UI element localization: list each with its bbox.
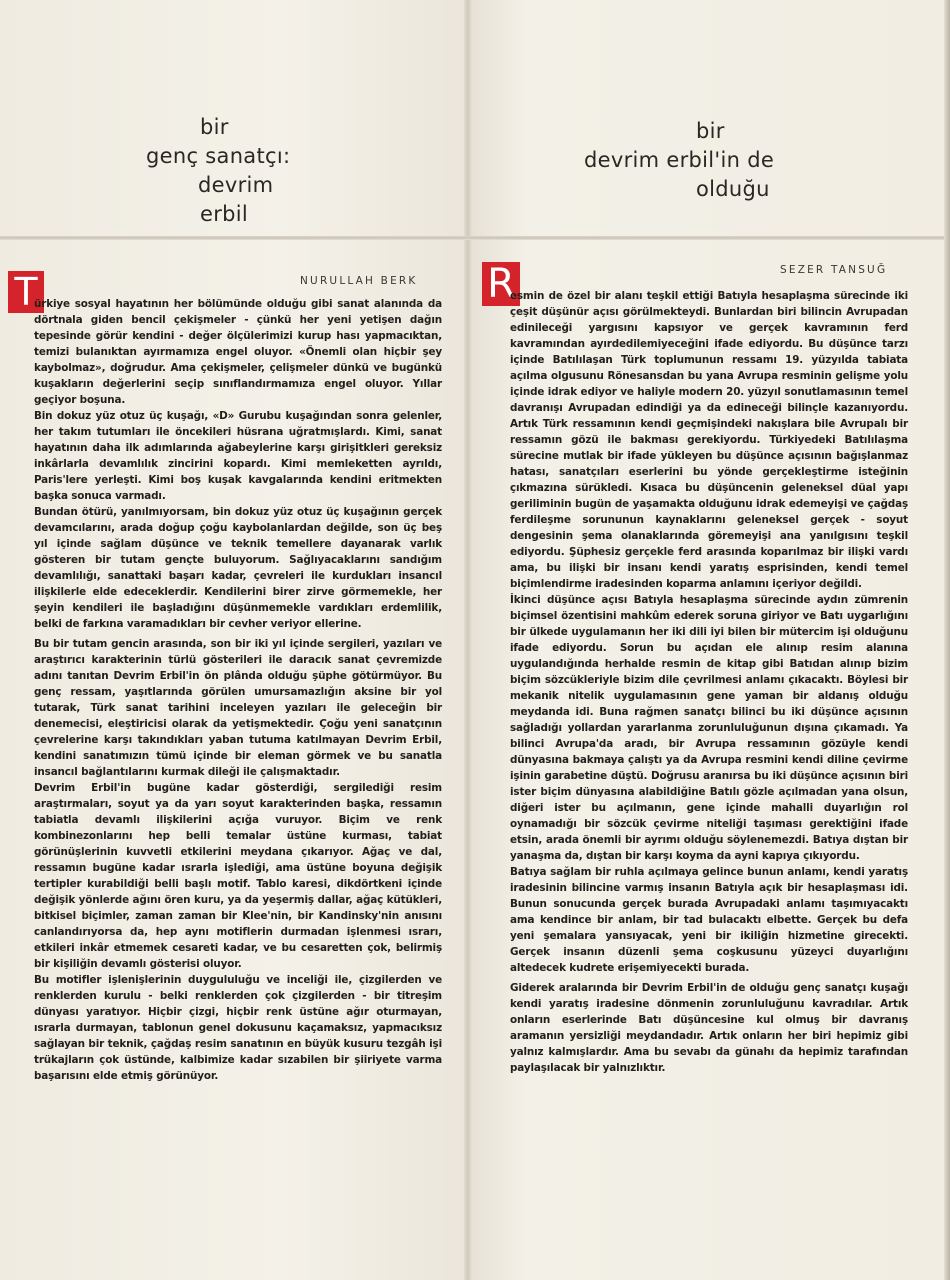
paragraph: Devrim Erbil'in bugüne kadar gösterdiği, sergilediği resim araştırmaları, soyut ya da yarı soyut karakterinden başka, ressamın tabiatla devamlı ilişkilerini açığa vuruyor. Biçim ve renk kombinezonlarını hep belli temalar üstüne kurması, tabiat görünüşlerinin kuvvetli etkilerini meydana çıkarıyor. Ağaç ve dal, ressamın bugüne kadar ısrarla işlediği, ama üstüne boyuna değişik tertipler kurabildiği belli başlı motif. Tablo karesi, dikdörtkeni içinde değişik yönlerde ağını ören kuru, ya da yeşermiş dallar, ağaç kütükleri, bitkisel biçimler, zaman zaman bir Klee'nin, bir Kandinsky'nin anısını canlandırıyorsa da, hep aynı motiflerin durmadan işlenmesi ısrarı, etkileri inkâr etmemek cesareti kadar, ve bu cesaretten çok, belirmiş bir kişiliğin devamlı gösterisi oluyor. — [34, 782, 442, 970]
right-article-title — [584, 117, 844, 204]
left-title-line: erbil — [200, 202, 249, 226]
right-article-body — [510, 288, 908, 1076]
right-article-author: SEZER TANSUĞ — [780, 264, 888, 276]
paragraph: Giderek aralarında bir Devrim Erbil'in de olduğu genç sanatçı kuşağı kendi yaratış iradesine dönmenin zorunluluğunu kavradılar. Artık onların eserlerinde Batı düşüncesine kul olmuş bir davranış aramanın yersizliği meydandadır. Artık onların her biri hepimiz gibi yalnız kalmışlardır. Ama bu sevabı da günahı da hepimiz tarafından paylaşılacak bir yalnızlıktır. — [510, 982, 908, 1074]
paragraph: Bu motifler işlenişlerinin duygululuğu ve inceliği ile, çizgilerden ve renklerden kurulu - belki renklerden çok çizgilerden - bir titreşim dünyası yaratıyor. Hiçbir çizgi, hiçbir renk üstüne ağır oturmayan, ısrarla durmayan, tablonun genel dokusunu kaçamaksız, yapmacıksız sağlayan bir teknik, çağdaş resim sanatının en büyük kusuru tezgâh işi trükajların çok üstünde, kalbimize kadar sızabilen bir şiiriyete varma başarısını elde etmiş görünüyor. — [34, 974, 442, 1082]
left-article-body — [34, 296, 442, 1084]
paragraph: esmin de özel bir alanı teşkil ettiği Batıyla hesaplaşma sürecinde iki çeşit düşünür açısı görülmekteydi. Bunlardan biri bilincin Avrupadan edinileceği yargısını kapsıyor ve gerçek kavramının ferd kavramından ayırdedilemiyeceğini ifade ediyordu. Bu düşünce tarzı içinde Batılılaşan Türk toplumunun ressamı 19. yüzyılda tabiata açılma olgusunu Rönesansdan bu yana Avrupa resminin gelişme yolu içinde idrak ediyor ve haliyle modern 20. yüzyıl sonutlamasının temel davranışı Avrupadan edindiği ya da edineceği bilinçle kazanıyordu. Artık Türk ressamının kendi geçmişindeki nakışlara bile Avrupalı bir ressamın gözü ile bakması gerekiyordu. Türkiyedeki Batılılaşma sürecine mutlak bir ifade yükleyen bu düşünce açısının bağışlanmaz hatası, sanatçıları eserlerini bu yönde gerçekleştirme isteğinin çıkmazına sürükledi. Kısaca bu düşüncenin geleneksel düal yapı geriliminin bugün de yaşamakta olduğunu idrak edemeyişi ve çağdaş ferdileşme sorununun kaynaklarını geleneksel gerçek - soyut dengesinin şema olanaklarında göremeyişi ana yanılgısını teşkil ediyordu. Şüphesiz gerçekle ferd arasında koparılmaz bir ilişki vardı ama, bu ilişki bir insanı kendi yaratış esprisinden, kendi temel biçimlendirme iradesinden koparma anlamını içeriyor değildi. — [510, 290, 908, 590]
right-drop-cap: R — [482, 262, 520, 306]
left-article-title — [146, 113, 366, 229]
left-drop-cap: T — [8, 271, 44, 313]
right-title-line: devrim erbil'in de — [584, 148, 775, 172]
left-title-line: bir — [200, 115, 229, 139]
page-gutter — [464, 0, 472, 1280]
paragraph: Batıya sağlam bir ruhla açılmaya gelince bunun anlamı, kendi yaratış iradesinin bilincine varmış insanın Batıyla açık bir hesaplaşması idi. Bunun sonucunda gerçek burada Avrupadaki anlamı taşımıyacaktı ama kendince bir anlam, bir tad bulacaktı elbette. Gerçek bu defa yeni şemalara yansıyacak, yeni bir ikiliğin hizmetine girecekti. Gerçek insanın düzenli şema coşkusunu yüzeyci duyarlığını altedecek kudrete erişemiyecekti burada. — [510, 866, 908, 974]
paragraph: Bu bir tutam gencin arasında, son bir iki yıl içinde sergileri, yazıları ve araştırıcı karakterinin türlü gösterileri ile daracık sanat çevremizde adını tanıtan Devrim Erbil'in ön plânda olduğu şüphe götürmüyor. Bu genç ressam, yaşıtlarında görülen umursamazlığın aksine bir yol tutarak, Türk sanat tarihini inceleyen yazıları ile geleceğin bir denemecisi, eleştiricisi olarak da yetişmektedir. Çoğu yeni sanatçının çevrelerine karşı takındıkları yaban tutuma katılmayan Devrim Erbil, kendini sanatımızın tümü içinde bir eleman görmek ve bu sanatla insancıl bağlantılarını kurmak dileği ile çalışmaktadır. — [34, 638, 442, 778]
right-title-line: olduğu — [696, 177, 770, 201]
paragraph: Bundan ötürü, yanılmıyorsam, bin dokuz yüz otuz üç kuşağının gerçek devamcılarını, arada doğup çoğu kaybolanlardan değilde, son üç beş yıl içinde sağlam düşünce ve teknik temellere dayanarak varlık gösteren bir tutam gençte buluyorum. Sağlıyacaklarını sandığım devamlılığı, sanattaki başarı kadar, çevreleri ile kurdukları insancıl ilişkilerle elde edeceklerdir. Kendilerini birer zirve görmemekle, her şeyin kendileri ile başladığını düşünmemekle vardıkları erdemlilik, belki de farkına varamadıkları bir cevher veriyor ellerine. — [34, 506, 442, 630]
left-title-line: genç sanatçı: — [146, 144, 291, 168]
page-edge — [944, 0, 950, 1280]
right-title-line: bir — [696, 119, 725, 143]
paper-fold-line — [0, 236, 950, 240]
paragraph: ürkiye sosyal hayatının her bölümünde olduğu gibi sanat alanında da dörtnala giden bencil çekişmeler - çünkü her yeni yetişen dağın tepesinde görür kendini - değer ölçülerimizi kurup hası yapmacıktan, temizi bulanıktan ayırmamıza engel oluyor. «Önemli olan hiçbir şey kaybolmaz», doğrudur. Ama çekişmeler, çelişmeler dünkü ve bugünkü kuşakların değerlerini seçip sınıflandırmamıza engel oluyor. Yıllar geçiyor boşuna. — [34, 298, 442, 406]
paragraph: Bin dokuz yüz otuz üç kuşağı, «D» Gurubu kuşağından sonra gelenler, her takım tutumları ile öncekileri hüsrana uğratmışlardı. Kimi, sanat hayatının daha ilk adımlarında ağabeylerine karşı girişitkleri gereksiz inkârlarla devamlılık zincirini kopardı. Kimi memleketten ayrıldı, Paris'lere yerleşti. Kimi boş kuşak kavgalarında kendini eritmekten başka sonuca varmadı. — [34, 410, 442, 502]
left-article-author: NURULLAH BERK — [300, 275, 418, 287]
paragraph: İkinci düşünce açısı Batıyla hesaplaşma sürecinde aydın zümrenin biçimsel özentisini mahkûm ederek soruna giriyor ve Batı uygarlığını bir ülkede uygulamanın her iki dili iyi bilen bir mütercim işi olduğunu ifade ediyordu. Sorun bu açıdan ele alınıp resim alanına uygulandığında herhalde resmin de kitap gibi Batıdan alınıp bizim biçim sözcükleriyle bizim dile çevrilmesi anlamı çıkacaktı. Böylesi bir mekanik nitelik uygulamasının gene yaman bir aldanış olduğu meydanda idi. Buna rağmen sanatçı bilinci bu iki düşünce açısının sağladığı yollardan yararlanma zorunluluğunun dışına çıkamadı. Ya bilinci Avrupa'da aradı, bir Avrupa ressamının gözüyle kendi dünyasına bakmaya çalıştı ya da Avrupa resmini kendi diline çevirme işinin garabetine düştü. Doğrusu aranırsa bu iki düşünce açısının biri ister biçim dünyasına alabildiğine Batılı gözle açılmadan yana olsun, diğeri ister bu açılmanın, gene içinde mahalli duyarlığın rol oynamadığı bir sözcük çevirme niteliği taşıması gerektiğini ifade etsin, arada önemli bir ayrımı olduğu söylenemezdi. Batıya dıştan bir yanaşma da, dıştan bir karşı koyma da ayni kapıya çıkıyordu. — [510, 594, 908, 862]
left-title-line: devrim — [198, 173, 274, 197]
